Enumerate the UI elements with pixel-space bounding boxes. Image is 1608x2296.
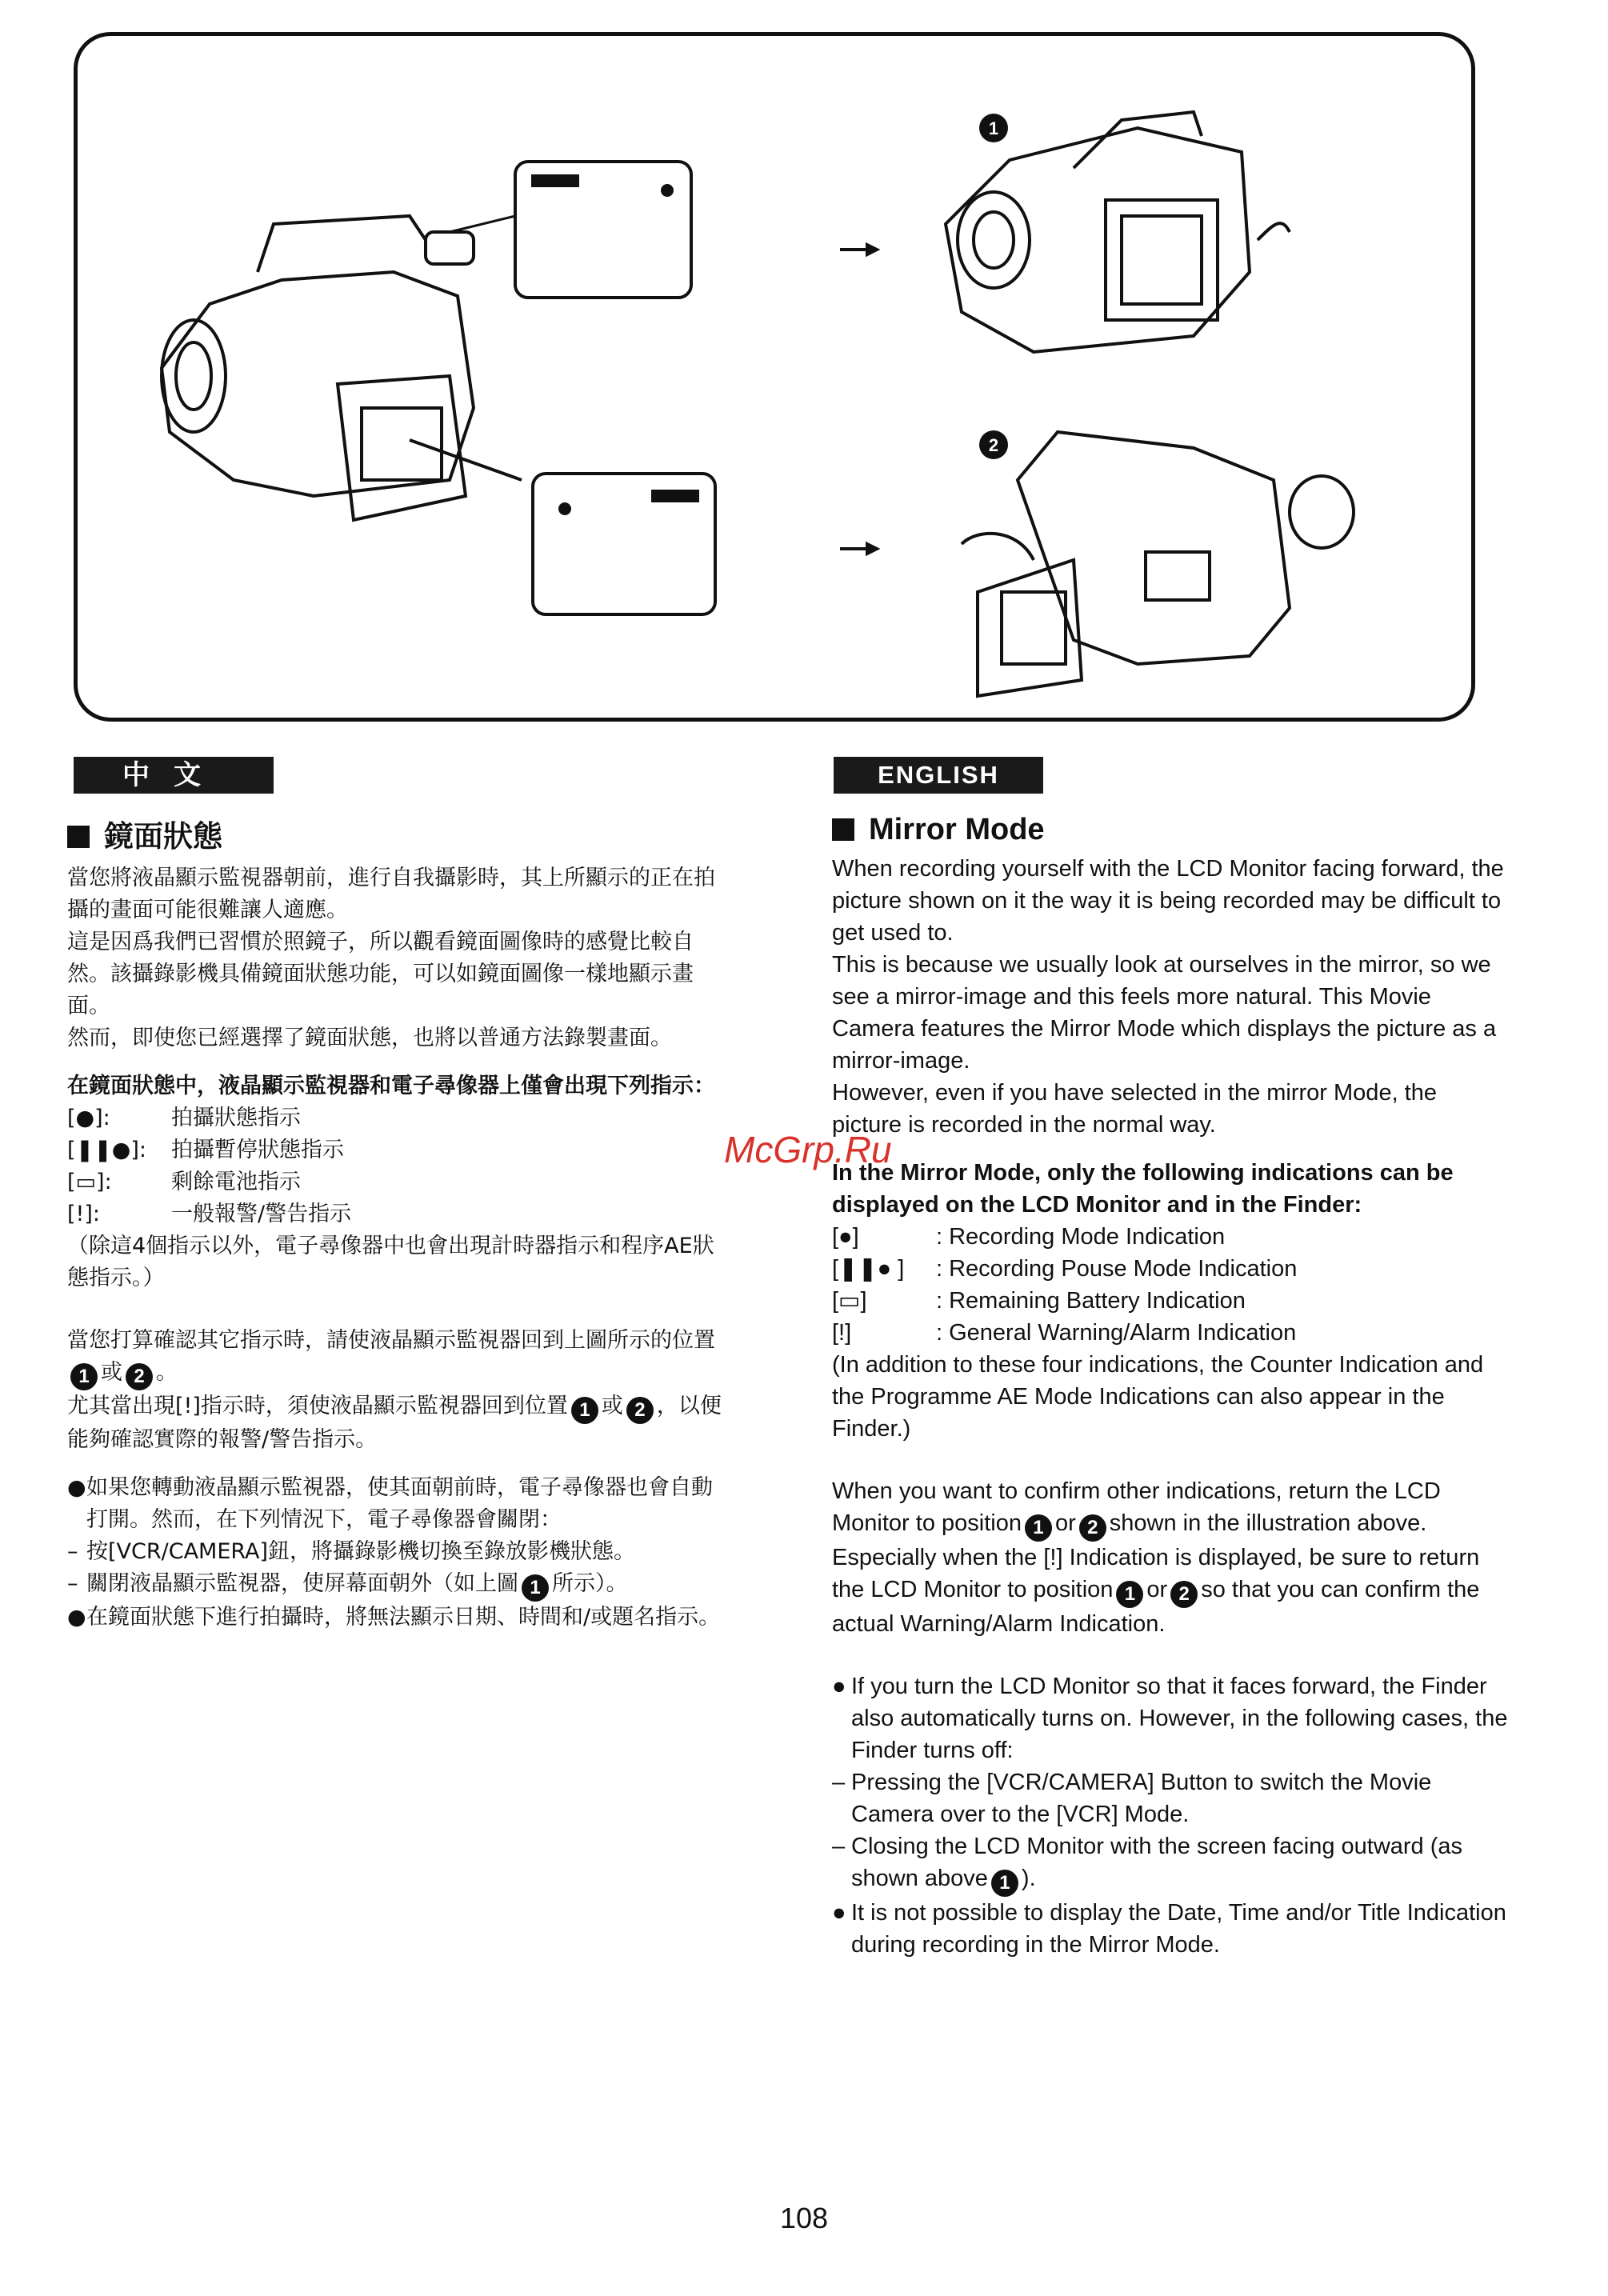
- en-sub-item-1: – Pressing the [VCR/CAMERA] Button to switch the Movie Camera over to the [VCR] Mode.: [832, 1770, 1432, 1827]
- en-paragraph-4: When you want to confirm other indications, return the LCD Monitor to position 1 or 2 shown in the illustration above.: [832, 1475, 1512, 1542]
- en-paragraph-2: This is because we usually look at ourselves in the mirror, so we see a mirror-image and this feels more natural. This Movie Camera features the Mirror Mode which displays the picture as a mirror-image.: [832, 952, 1497, 1074]
- en-indication-row: [❚❚● ] : Recording Pouse Mode Indication: [832, 1256, 1298, 1282]
- page-number: 108: [779, 2202, 829, 2234]
- en-indications-intro: In the Mirror Mode, only the following indications can be displayed on the LCD Monitor and in the Finder:: [832, 1160, 1454, 1218]
- english-title: Mirror Mode: [869, 813, 1045, 846]
- en-paragraph-1: When recording yourself with the LCD Monitor facing forward, the picture shown on it the way it is being recorded may be difficult to get used to.: [832, 856, 1504, 946]
- circle-1-icon: 1: [522, 1574, 549, 1602]
- zh-note: （除這4個指示以外，電子尋像器中也會出現計時器指示和程序AE狀態指示。）: [67, 1234, 714, 1290]
- position-2-label: 2: [988, 435, 999, 455]
- en-sub-item-2: – Closing the LCD Monitor with the screen facing outward (as shown above 1 ).: [832, 1830, 1512, 1897]
- main-camcorder-drawing: [162, 216, 522, 520]
- chinese-heading: [67, 816, 723, 858]
- zh-indication-row: [❚❚●]: 拍攝暫停狀態指示: [67, 1138, 344, 1162]
- chinese-column: [67, 816, 723, 1634]
- circle-2-icon: 2: [626, 1397, 654, 1424]
- zh-indication-row: [●]: 拍攝狀態指示: [67, 1106, 301, 1130]
- chinese-title: 鏡面狀態: [104, 819, 222, 854]
- en-indication-row: [!] : General Warning/Alarm Indication: [832, 1320, 1297, 1346]
- zh-paragraph-2: 這是因爲我們已習慣於照鏡子，所以觀看鏡面圖像時的感覺比較自然。該攝錄影機具備鏡面狀態功能，可以如鏡面圖像一樣地顯示畫面。: [67, 930, 694, 1018]
- english-heading: [832, 811, 1512, 848]
- camcorder-position-1-drawing: [946, 112, 1290, 352]
- lcd-display-callout: [533, 474, 715, 614]
- circle-1-icon: 1: [1116, 1581, 1143, 1608]
- zh-paragraph-4: 當您打算確認其它指示時，請使液晶顯示監視器回到上圖所示的位置1 或 2 。: [67, 1325, 723, 1390]
- circle-1-icon: 1: [571, 1397, 598, 1424]
- square-bullet-icon: [67, 826, 90, 848]
- circle-2-icon: 2: [1170, 1581, 1198, 1608]
- circle-2-icon: 2: [126, 1363, 153, 1390]
- en-bullet-1: ● If you turn the LCD Monitor so that it faces forward, the Finder also automatically turns on. However, in the following cases, the Finder turns off:: [832, 1674, 1508, 1763]
- zh-indications-intro: 在鏡面狀態中，液晶顯示監視器和電子尋像器上僅會出現下列指示：: [67, 1074, 715, 1098]
- en-note: (In addition to these four indications, the Counter Indication and the Programme AE Mode Indications can also appear in the Finder.): [832, 1352, 1484, 1442]
- english-column: [832, 811, 1512, 1961]
- en-indication-row: [●] : Recording Mode Indication: [832, 1224, 1226, 1250]
- en-indication-row: [▭] : Remaining Battery Indication: [832, 1288, 1246, 1314]
- zh-bullet-1: ● 如果您轉動液晶顯示監視器，使其面朝前時，電子尋像器也會自動打開。然而，在下列情況下，電子尋像器會關閉：: [67, 1475, 713, 1532]
- finder-display-callout: [450, 162, 691, 298]
- camcorder-position-2-drawing: [962, 432, 1354, 696]
- zh-sub-item-2: – 關閉液晶顯示監視器，使屏幕面朝外（如上圖 1 所示）。: [67, 1568, 723, 1602]
- english-section-label: ENGLISH: [834, 757, 1043, 794]
- en-paragraph-5: Especially when the [!] Indication is displayed, be sure to return the LCD Monitor to position 1 or 2 so that you can confirm the actual Warning/Alarm Indication.: [832, 1545, 1480, 1637]
- square-bullet-icon: [832, 818, 854, 841]
- arrow-icons: [840, 245, 877, 554]
- zh-indication-row: [▭]: 剩餘電池指示: [67, 1170, 301, 1194]
- camcorder-illustration: [74, 32, 1475, 722]
- en-paragraph-3: However, even if you have selected in the mirror Mode, the picture is recorded in the normal way.: [832, 1080, 1437, 1138]
- circle-1-icon: 1: [1025, 1514, 1052, 1542]
- en-bullet-2: ● It is not possible to display the Date, Time and/or Title Indication during recording in the Mirror Mode.: [832, 1900, 1506, 1958]
- circle-2-icon: 2: [1079, 1514, 1106, 1542]
- watermark-text: McGrp.Ru: [724, 1129, 892, 1170]
- zh-paragraph-1: 當您將液晶顯示監視器朝前，進行自我攝影時，其上所顯示的正在拍攝的畫面可能很難讓人適應。: [67, 866, 715, 922]
- zh-paragraph-3: 然而，即使您已經選擇了鏡面狀態，也將以普通方法錄製畫面。: [67, 1026, 672, 1050]
- circle-1-icon: 1: [70, 1363, 98, 1390]
- circle-1-icon: 1: [991, 1870, 1018, 1897]
- chinese-section-label: 中文: [74, 757, 274, 794]
- zh-sub-item-1: – 按[VCR/CAMERA]鈕，將攝錄影機切換至錄放影機狀態。: [67, 1539, 636, 1564]
- zh-paragraph-5: 尤其當出現[!]指示時，須使液晶顯示監視器回到位置 1 或 2 ，以便能夠確認實際的報警/警告指示。: [67, 1394, 722, 1452]
- zh-bullet-2: ● 在鏡面狀態下進行拍攝時，將無法顯示日期、時間和/或題名指示。: [67, 1605, 721, 1630]
- zh-indication-row: [!]: 一般報警/警告指示: [67, 1202, 352, 1226]
- position-1-label: 1: [988, 118, 999, 138]
